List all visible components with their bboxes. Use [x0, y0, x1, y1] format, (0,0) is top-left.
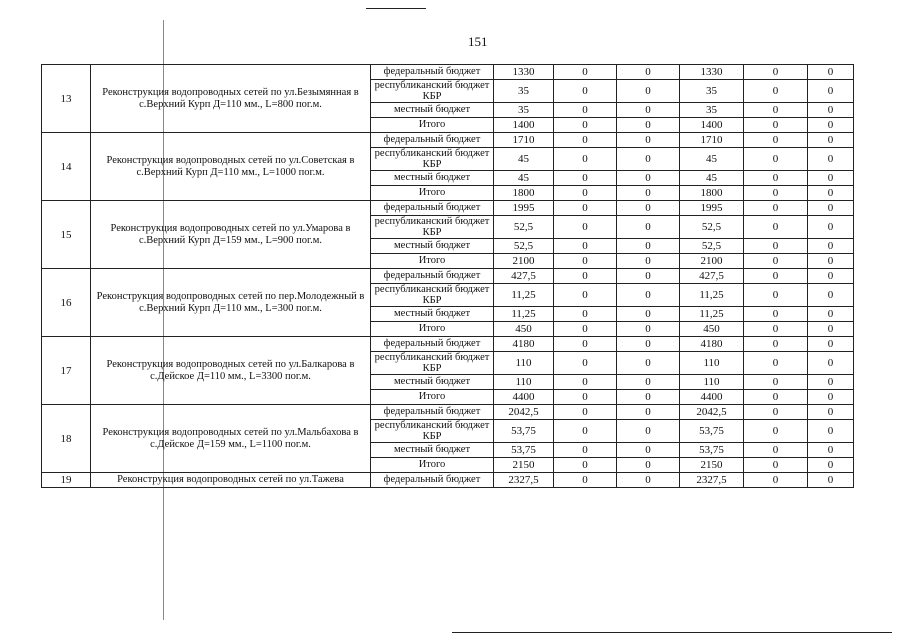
table-body [42, 65, 854, 488]
funding-source: республиканский бюджет КБР [371, 352, 494, 375]
amount-cell: 0 [744, 458, 808, 473]
amount-cell: 0 [617, 186, 680, 201]
amount-cell: 0 [808, 171, 854, 186]
funding-source: местный бюджет [371, 375, 494, 390]
amount-cell: 1995 [680, 201, 744, 216]
amount-cell: 0 [808, 216, 854, 239]
amount-cell: 0 [617, 201, 680, 216]
amount-cell: 35 [494, 103, 554, 118]
row-number: 18 [42, 405, 91, 473]
amount-cell: 2100 [680, 254, 744, 269]
amount-cell: 0 [744, 322, 808, 337]
amount-cell: 4400 [680, 390, 744, 405]
amount-cell: 0 [808, 352, 854, 375]
amount-cell: 0 [744, 201, 808, 216]
amount-cell: 53,75 [680, 420, 744, 443]
amount-cell: 0 [744, 420, 808, 443]
amount-cell: 35 [494, 80, 554, 103]
funding-source: федеральный бюджет [371, 405, 494, 420]
project-title: Реконструкция водопроводных сетей по ул.Тажева [91, 473, 371, 488]
amount-cell: 0 [554, 254, 617, 269]
amount-cell: 11,25 [680, 284, 744, 307]
amount-cell: 0 [617, 148, 680, 171]
table-row [42, 65, 854, 80]
table-row [42, 133, 854, 148]
amount-cell: 0 [617, 443, 680, 458]
amount-cell: 0 [617, 307, 680, 322]
amount-cell: 0 [617, 118, 680, 133]
amount-cell: 0 [554, 443, 617, 458]
amount-cell: 0 [617, 352, 680, 375]
funding-source: федеральный бюджет [371, 65, 494, 80]
amount-cell: 0 [808, 473, 854, 488]
amount-cell: 0 [744, 65, 808, 80]
amount-cell: 1710 [494, 133, 554, 148]
amount-cell: 0 [808, 405, 854, 420]
row-number: 17 [42, 337, 91, 405]
amount-cell: 0 [808, 420, 854, 443]
amount-cell: 2327,5 [680, 473, 744, 488]
amount-cell: 53,75 [680, 443, 744, 458]
amount-cell: 52,5 [494, 239, 554, 254]
amount-cell: 0 [617, 405, 680, 420]
table-row [42, 405, 854, 420]
amount-cell: 0 [617, 458, 680, 473]
amount-cell: 0 [808, 337, 854, 352]
amount-cell: 0 [554, 307, 617, 322]
amount-cell: 0 [808, 254, 854, 269]
scan-line-top [366, 8, 426, 9]
amount-cell: 0 [554, 216, 617, 239]
amount-cell: 4180 [680, 337, 744, 352]
funding-source: местный бюджет [371, 239, 494, 254]
amount-cell: 0 [554, 65, 617, 80]
amount-cell: 0 [554, 473, 617, 488]
row-number: 16 [42, 269, 91, 337]
amount-cell: 110 [494, 352, 554, 375]
row-number: 14 [42, 133, 91, 201]
amount-cell: 427,5 [680, 269, 744, 284]
amount-cell: 0 [554, 337, 617, 352]
amount-cell: 0 [808, 239, 854, 254]
project-title: Реконструкция водопроводных сетей по ул.Безымянная в с.Верхний Курп Д=110 мм., L=800 пог.м. [91, 65, 371, 133]
amount-cell: 0 [808, 375, 854, 390]
table-row [42, 269, 854, 284]
project-title: Реконструкция водопроводных сетей по ул.Мальбахова в с.Дейское Д=159 мм., L=1100 пог.м. [91, 405, 371, 473]
amount-cell: 1400 [494, 118, 554, 133]
amount-cell: 0 [744, 473, 808, 488]
amount-cell: 0 [554, 186, 617, 201]
amount-cell: 0 [744, 269, 808, 284]
funding-source: Итого [371, 118, 494, 133]
row-number: 19 [42, 473, 91, 488]
amount-cell: 1995 [494, 201, 554, 216]
amount-cell: 0 [808, 443, 854, 458]
amount-cell: 0 [554, 201, 617, 216]
funding-source: Итого [371, 458, 494, 473]
amount-cell: 110 [680, 375, 744, 390]
page-number: 151 [468, 34, 488, 49]
amount-cell: 0 [554, 133, 617, 148]
table-row [42, 337, 854, 352]
amount-cell: 0 [808, 148, 854, 171]
amount-cell: 0 [554, 118, 617, 133]
amount-cell: 0 [554, 405, 617, 420]
amount-cell: 1330 [494, 65, 554, 80]
project-title: Реконструкция водопроводных сетей по ул.Балкарова в с.Дейское Д=110 мм., L=3300 пог.м. [91, 337, 371, 405]
amount-cell: 0 [617, 390, 680, 405]
amount-cell: 0 [808, 80, 854, 103]
amount-cell: 110 [680, 352, 744, 375]
amount-cell: 0 [554, 171, 617, 186]
funding-source: местный бюджет [371, 307, 494, 322]
amount-cell: 0 [808, 186, 854, 201]
amount-cell: 0 [617, 269, 680, 284]
amount-cell: 0 [617, 322, 680, 337]
funding-source: федеральный бюджет [371, 201, 494, 216]
amount-cell: 0 [808, 103, 854, 118]
amount-cell: 0 [808, 201, 854, 216]
amount-cell: 0 [554, 103, 617, 118]
funding-source: республиканский бюджет КБР [371, 420, 494, 443]
funding-source: местный бюджет [371, 103, 494, 118]
amount-cell: 0 [808, 322, 854, 337]
project-title: Реконструкция водопроводных сетей по пер.Молодежный в с.Верхний Курп Д=110 мм., L=300 пог.м. [91, 269, 371, 337]
amount-cell: 0 [744, 337, 808, 352]
amount-cell: 11,25 [680, 307, 744, 322]
amount-cell: 0 [744, 239, 808, 254]
funding-source: Итого [371, 186, 494, 201]
funding-source: местный бюджет [371, 443, 494, 458]
amount-cell: 1400 [680, 118, 744, 133]
funding-source: республиканский бюджет КБР [371, 80, 494, 103]
amount-cell: 0 [554, 458, 617, 473]
funding-source: республиканский бюджет КБР [371, 216, 494, 239]
amount-cell: 0 [554, 322, 617, 337]
amount-cell: 52,5 [494, 216, 554, 239]
amount-cell: 0 [554, 239, 617, 254]
amount-cell: 0 [617, 216, 680, 239]
amount-cell: 0 [617, 284, 680, 307]
funding-source: Итого [371, 322, 494, 337]
amount-cell: 4400 [494, 390, 554, 405]
amount-cell: 45 [680, 171, 744, 186]
project-title: Реконструкция водопроводных сетей по ул.Советская в с.Верхний Курп Д=110 мм., L=1000 пог.м. [91, 133, 371, 201]
amount-cell: 0 [744, 186, 808, 201]
amount-cell: 0 [744, 103, 808, 118]
amount-cell: 4180 [494, 337, 554, 352]
amount-cell: 0 [554, 148, 617, 171]
amount-cell: 2042,5 [494, 405, 554, 420]
amount-cell: 0 [617, 80, 680, 103]
amount-cell: 0 [744, 390, 808, 405]
funding-source: республиканский бюджет КБР [371, 284, 494, 307]
amount-cell: 0 [617, 375, 680, 390]
amount-cell: 0 [744, 171, 808, 186]
amount-cell: 0 [554, 80, 617, 103]
amount-cell: 110 [494, 375, 554, 390]
amount-cell: 11,25 [494, 284, 554, 307]
amount-cell: 1800 [494, 186, 554, 201]
amount-cell: 0 [808, 390, 854, 405]
amount-cell: 2150 [680, 458, 744, 473]
budget-table [41, 64, 854, 488]
amount-cell: 1710 [680, 133, 744, 148]
amount-cell: 53,75 [494, 443, 554, 458]
amount-cell: 0 [744, 118, 808, 133]
amount-cell: 0 [808, 133, 854, 148]
funding-source: местный бюджет [371, 171, 494, 186]
amount-cell: 0 [744, 375, 808, 390]
amount-cell: 0 [808, 284, 854, 307]
amount-cell: 0 [554, 284, 617, 307]
amount-cell: 0 [554, 352, 617, 375]
amount-cell: 2150 [494, 458, 554, 473]
funding-source: федеральный бюджет [371, 133, 494, 148]
funding-source: республиканский бюджет КБР [371, 148, 494, 171]
amount-cell: 0 [808, 65, 854, 80]
amount-cell: 1800 [680, 186, 744, 201]
amount-cell: 0 [617, 420, 680, 443]
amount-cell: 2042,5 [680, 405, 744, 420]
amount-cell: 2100 [494, 254, 554, 269]
amount-cell: 0 [744, 307, 808, 322]
amount-cell: 0 [744, 216, 808, 239]
amount-cell: 0 [554, 390, 617, 405]
amount-cell: 0 [744, 148, 808, 171]
funding-source: федеральный бюджет [371, 337, 494, 352]
amount-cell: 11,25 [494, 307, 554, 322]
row-number: 13 [42, 65, 91, 133]
amount-cell: 0 [554, 269, 617, 284]
amount-cell: 0 [617, 171, 680, 186]
amount-cell: 0 [744, 254, 808, 269]
amount-cell: 0 [808, 458, 854, 473]
amount-cell: 35 [680, 103, 744, 118]
amount-cell: 0 [617, 239, 680, 254]
amount-cell: 0 [617, 133, 680, 148]
row-number: 15 [42, 201, 91, 269]
amount-cell: 0 [554, 375, 617, 390]
amount-cell: 0 [617, 254, 680, 269]
amount-cell: 0 [617, 473, 680, 488]
amount-cell: 52,5 [680, 216, 744, 239]
amount-cell: 45 [680, 148, 744, 171]
amount-cell: 0 [617, 103, 680, 118]
amount-cell: 2327,5 [494, 473, 554, 488]
amount-cell: 0 [744, 133, 808, 148]
amount-cell: 52,5 [680, 239, 744, 254]
amount-cell: 0 [744, 80, 808, 103]
amount-cell: 450 [494, 322, 554, 337]
amount-cell: 0 [808, 118, 854, 133]
funding-source: Итого [371, 390, 494, 405]
amount-cell: 53,75 [494, 420, 554, 443]
funding-source: федеральный бюджет [371, 269, 494, 284]
amount-cell: 0 [808, 307, 854, 322]
amount-cell: 0 [744, 352, 808, 375]
amount-cell: 0 [744, 443, 808, 458]
table-row [42, 201, 854, 216]
amount-cell: 35 [680, 80, 744, 103]
amount-cell: 0 [554, 420, 617, 443]
scan-line-bottom [452, 632, 892, 633]
funding-source: Итого [371, 254, 494, 269]
amount-cell: 0 [617, 65, 680, 80]
amount-cell: 45 [494, 148, 554, 171]
amount-cell: 45 [494, 171, 554, 186]
project-title: Реконструкция водопроводных сетей по ул.Умарова в с.Верхний Курп Д=159 мм., L=900 пог.м. [91, 201, 371, 269]
amount-cell: 0 [808, 269, 854, 284]
amount-cell: 0 [744, 405, 808, 420]
funding-source: федеральный бюджет [371, 473, 494, 488]
amount-cell: 450 [680, 322, 744, 337]
amount-cell: 1330 [680, 65, 744, 80]
table-row [42, 473, 854, 488]
amount-cell: 427,5 [494, 269, 554, 284]
amount-cell: 0 [617, 337, 680, 352]
amount-cell: 0 [744, 284, 808, 307]
